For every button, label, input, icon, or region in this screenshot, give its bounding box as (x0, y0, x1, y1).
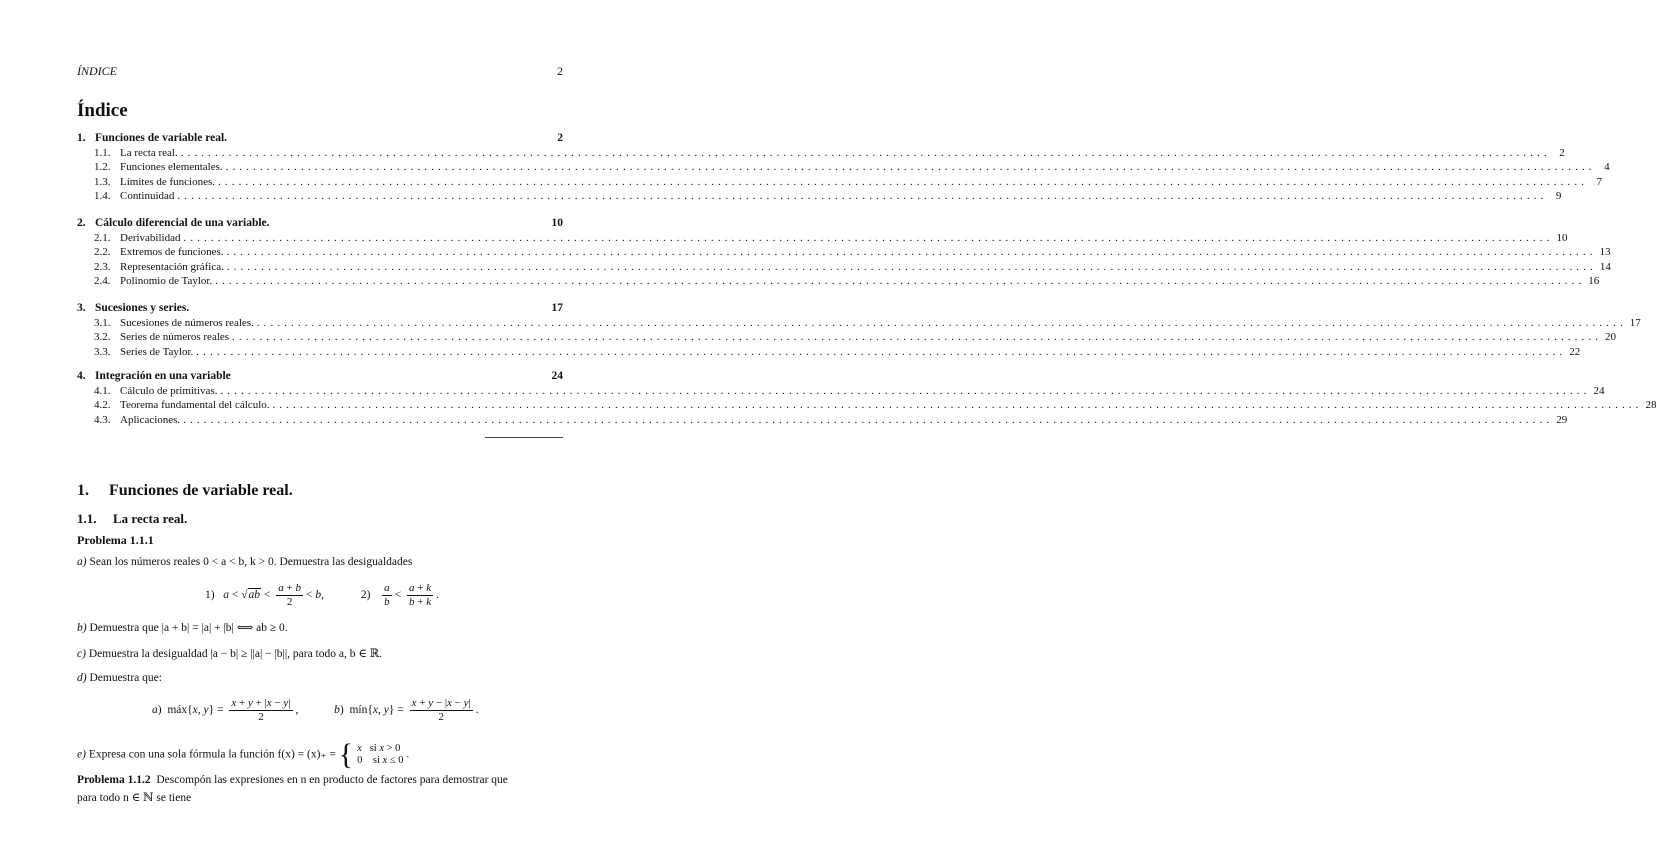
toc-entry-title: Representación gráfica. (120, 260, 224, 273)
section-heading (77, 482, 293, 500)
problem-part-c (77, 646, 382, 660)
toc-entry-page: 14 (1599, 260, 1611, 273)
toc-leader-dots: ........................................................................................................................................................................................................ (256, 316, 1627, 329)
toc-section[interactable] (77, 131, 563, 145)
toc-entry[interactable] (94, 146, 1565, 160)
toc-section-number: 3. (77, 302, 86, 314)
problem-part-e: e) Expresa con una sola fórmula la función f(x) = (x)₊ = { x si x > 0 0 si x ≤ 0 . (77, 738, 410, 771)
problem2-continued (77, 790, 191, 804)
toc-entry[interactable] (94, 189, 1562, 203)
part-text: Demuestra la desigualdad |a − b| ≥ ||a| − |b||, para todo a, b ∈ ℝ. (88, 648, 383, 660)
part-text: Demuestra que: (89, 672, 162, 684)
part-text: Sean los números reales 0 < a < b, k > 0. Demuestra las desigualdades (89, 556, 413, 568)
toc-leader-dots: ........................................................................................................................................................................................................ (218, 175, 1589, 188)
maxmin-display: a) máx{x, y} = $\frac{x + y + |x - y|}{2}$ , b) mín{x, y} = $\frac{x + y - |x - y|}{2}$ . (152, 697, 479, 723)
toc-entry-title: Continuidad (120, 190, 175, 203)
page-number: 2 (557, 64, 563, 78)
toc-leader-dots: ........................................................................................................................................................................................................ (220, 384, 1591, 397)
section-title: Funciones de variable real. (109, 482, 293, 499)
toc-section-page: 24 (551, 370, 563, 382)
toc-entry-number: 1.4. (94, 190, 111, 203)
part-text: Expresa con una sola fórmula la función f(x) = (x)₊ = (88, 748, 336, 761)
toc-entry-title: Derivabilidad (120, 231, 181, 244)
toc-leader-dots: ........................................................................................................................................................................................................ (180, 146, 1551, 159)
toc-entry-page: 2 (1559, 146, 1565, 159)
toc-section-title: Funciones de variable real. (95, 132, 228, 144)
toc-entry[interactable] (94, 316, 1641, 330)
toc-entry-title: Cálculo de primitivas. (120, 384, 218, 397)
toc-title: Índice (77, 100, 128, 121)
toc-entry[interactable] (94, 413, 1568, 427)
problem-part-d (77, 672, 162, 684)
piecewise-definition: { x si x > 0 0 si x ≤ 0 (338, 738, 404, 771)
toc-rule (485, 437, 563, 438)
toc-entry-title: Límites de funciones. (120, 175, 216, 188)
toc-entry-number: 3.1. (94, 316, 111, 329)
problem-part-b (77, 620, 288, 634)
part-label: e) (77, 748, 86, 761)
toc-entry-page: 4 (1604, 161, 1610, 174)
problem-text: Descompón las expresiones en n en producto de factores para demostrar que (156, 774, 508, 786)
toc-entry[interactable] (94, 398, 1657, 412)
toc-entry-number: 1.3. (94, 175, 111, 188)
part-text: Demuestra que |a + b| = |a| + |b| ⟺ ab ≥ 0. (89, 622, 288, 634)
toc-entry[interactable] (94, 260, 1611, 274)
toc-entry[interactable] (94, 330, 1617, 344)
toc-leader-dots: ........................................................................................................................................................................................................ (272, 399, 1643, 412)
toc-leader-dots: ........................................................................................................................................................................................................ (226, 260, 1597, 273)
toc-entry[interactable] (94, 274, 1600, 288)
toc-entry-title: Aplicaciones. (120, 413, 181, 426)
problem-heading: Problema 1.1.1 (77, 533, 154, 547)
toc-entry-page: 22 (1569, 345, 1581, 358)
header-left: ÍNDICE (77, 64, 117, 78)
toc-section-page: 17 (551, 302, 563, 314)
toc-leader-dots: ........................................................................................................................................................................................................ (232, 331, 1603, 344)
toc-entry-number: 3.2. (94, 331, 111, 344)
toc-entry-number: 2.4. (94, 275, 111, 288)
toc-entry-page: 10 (1556, 231, 1568, 244)
toc-entry-number: 4.3. (94, 413, 111, 426)
toc-entry-number: 1.2. (94, 161, 111, 174)
toc-section[interactable] (77, 301, 563, 315)
toc-entry-title: Sucesiones de números reales. (120, 316, 254, 329)
toc-entry-title: Teorema fundamental del cálculo. (120, 399, 270, 412)
toc-entry[interactable] (94, 345, 1581, 359)
toc-entry-page: 20 (1605, 331, 1617, 344)
toc-section-number: 2. (77, 217, 86, 229)
inequality-display: 1) a < √ab < $\frac{a + b}{2}$ < b, 2) $\frac{a}{b}$ < $\frac{a + k}{b + k}$ . (205, 582, 439, 608)
toc-section-number: 4. (77, 370, 86, 382)
toc-entry-title: Polinomio de Taylor. (120, 275, 213, 288)
toc-entry[interactable] (94, 175, 1603, 189)
toc-leader-dots: ........................................................................................................................................................................................................ (183, 413, 1554, 426)
toc-section-title: Integración en una variable (95, 370, 231, 382)
subsection-heading (77, 511, 187, 527)
subsection-number: 1.1. (77, 511, 97, 526)
toc-entry-number: 3.3. (94, 345, 111, 358)
toc-entry-title: Extremos de funciones. (120, 246, 224, 259)
toc-entry-page: 9 (1555, 190, 1562, 203)
toc-entry-number: 2.3. (94, 260, 111, 273)
toc-leader-dots: ........................................................................................................................................................................................................ (226, 246, 1597, 259)
toc-entry-page: 28 (1645, 399, 1657, 412)
subsection-title: La recta real. (113, 511, 188, 526)
part-label: b) (77, 622, 87, 634)
problem2 (77, 774, 508, 786)
problem-part-a (77, 556, 412, 568)
toc-entry-number: 4.1. (94, 384, 111, 397)
toc-entry-title: Funciones elementales. (120, 161, 223, 174)
toc-leader-dots: ........................................................................................................................................................................................................ (196, 345, 1567, 358)
toc-entry-page: 16 (1588, 275, 1600, 288)
toc-leader-dots: ........................................................................................................................................................................................................ (183, 231, 1554, 244)
toc-entry[interactable] (94, 245, 1611, 259)
toc-section[interactable] (77, 216, 563, 230)
toc-entry-number: 4.2. (94, 399, 111, 412)
toc-section-page: 2 (557, 132, 563, 144)
toc-entry-title: Series de números reales (120, 331, 230, 344)
toc-entry-page: 7 (1596, 175, 1603, 188)
toc-entry-page: 29 (1556, 413, 1568, 426)
toc-entry-number: 1.1. (94, 146, 111, 159)
toc-section-title: Cálculo diferencial de una variable. (95, 217, 270, 229)
toc-leader-dots: ........................................................................................................................................................................................................ (177, 190, 1548, 203)
toc-entry-number: 2.2. (94, 246, 111, 259)
toc-section-title: Sucesiones y series. (95, 302, 190, 314)
running-header (77, 64, 563, 79)
problem-heading: Problema 1.1.2 (77, 774, 151, 786)
part-label: a) (77, 556, 87, 568)
toc-section[interactable] (77, 369, 563, 383)
toc-entry[interactable] (94, 384, 1605, 398)
part-label: c) (77, 648, 86, 660)
toc-entry[interactable] (94, 231, 1568, 245)
part-label: d) (77, 672, 87, 684)
toc-entry-title: Series de Taylor. (120, 345, 194, 358)
section-number: 1. (77, 482, 89, 499)
toc-entry-number: 2.1. (94, 231, 111, 244)
toc-entry-page: 17 (1629, 316, 1641, 329)
toc-section-number: 1. (77, 132, 86, 144)
toc-entry-title: La recta real. (120, 146, 178, 159)
toc-entry-page: 24 (1593, 384, 1605, 397)
toc-leader-dots: ........................................................................................................................................................................................................ (225, 161, 1596, 174)
toc-entry[interactable] (94, 160, 1610, 174)
toc-entry-page: 13 (1599, 246, 1611, 259)
toc-section-page: 10 (551, 217, 563, 229)
toc-leader-dots: ........................................................................................................................................................................................................ (215, 275, 1586, 288)
problem-text: para todo n ∈ ℕ se tiene (77, 792, 192, 804)
